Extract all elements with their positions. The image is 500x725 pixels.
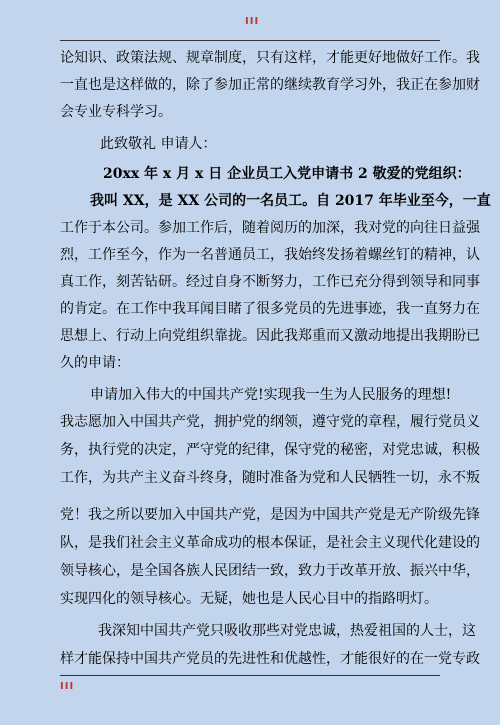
text-line: 一直也是这样做的，除了参加正常的继续教育学习外，我正在参加财 [60,77,480,93]
text-line: 真工作，刻苦钻研。经过自身不断努力，工作已充分得到领导和同事 [60,274,480,290]
text-line: 论知识、政策法规、规章制度，只有这样，才能更好地做好工作。我 [60,50,480,66]
text-line: 会专业专科学习。 [60,104,172,120]
text-line: 工作，为共产主义奋斗终身，随时准备为党和人民牺牲一切，永不叛 [60,470,480,486]
text-line: 党！我之所以要加入中国共产党，是因为中国共产党是无产阶级先锋 [60,507,480,523]
text-line: 队，是我们社会主义革命成功的根本保证，是社会主义现代化建设的 [60,535,480,551]
text-line: 领导核心，是全国各族人民团结一致，致力于改革开放、振兴中华， [60,563,480,579]
text-line: 务，执行党的决定，严守党的纪律，保守党的秘密，对党忠诚，积极 [60,442,480,458]
text-line: 20xx 年 x 月 x 日 企业员工入党申请书 2 敬爱的党组织： [103,166,471,182]
footer-rule [60,675,440,676]
page-mark-bottom: III [60,681,75,692]
text-line: 申请加入伟大的中国共产党!实现我一生为人民服务的理想! [90,387,452,403]
text-line: 样才能保持中国共产党员的先进性和优越性，才能很好的在一党专政 [60,651,480,667]
text-line: 久的申请： [60,355,130,371]
text-line: 实现四化的领导核心。无疑，她也是人民心目中的指路明灯。 [60,591,438,607]
text-line: 我深知中国共产党只吸收那些对党忠诚，热爱祖国的人士，这 [98,623,476,639]
text-line: 烈，工作至今，作为一名普通员工，我始终发扬着螺丝钉的精神，认 [60,247,480,263]
text-line: 思想上、行动上向党组织靠拢。因此我郑重而又激动地提出我期盼已 [60,328,480,344]
text-line: 此致敬礼 申请人： [100,136,217,152]
text-line: 工作于本公司。参加工作后，随着阅历的加深，我对党的向往日益强 [60,220,480,236]
text-line: 的肯定。在工作中我耳闻目睹了很多党员的先进事迹，我一直努力在 [60,301,480,317]
header-rule [60,40,440,41]
page-mark-top: III [245,16,260,27]
text-line: 我志愿加入中国共产党，拥护党的纲领，遵守党的章程，履行党员义 [60,414,480,430]
text-line: 我叫 XX，是 XX 公司的一名员工。自 2017 年毕业至今，一直 [90,193,491,209]
